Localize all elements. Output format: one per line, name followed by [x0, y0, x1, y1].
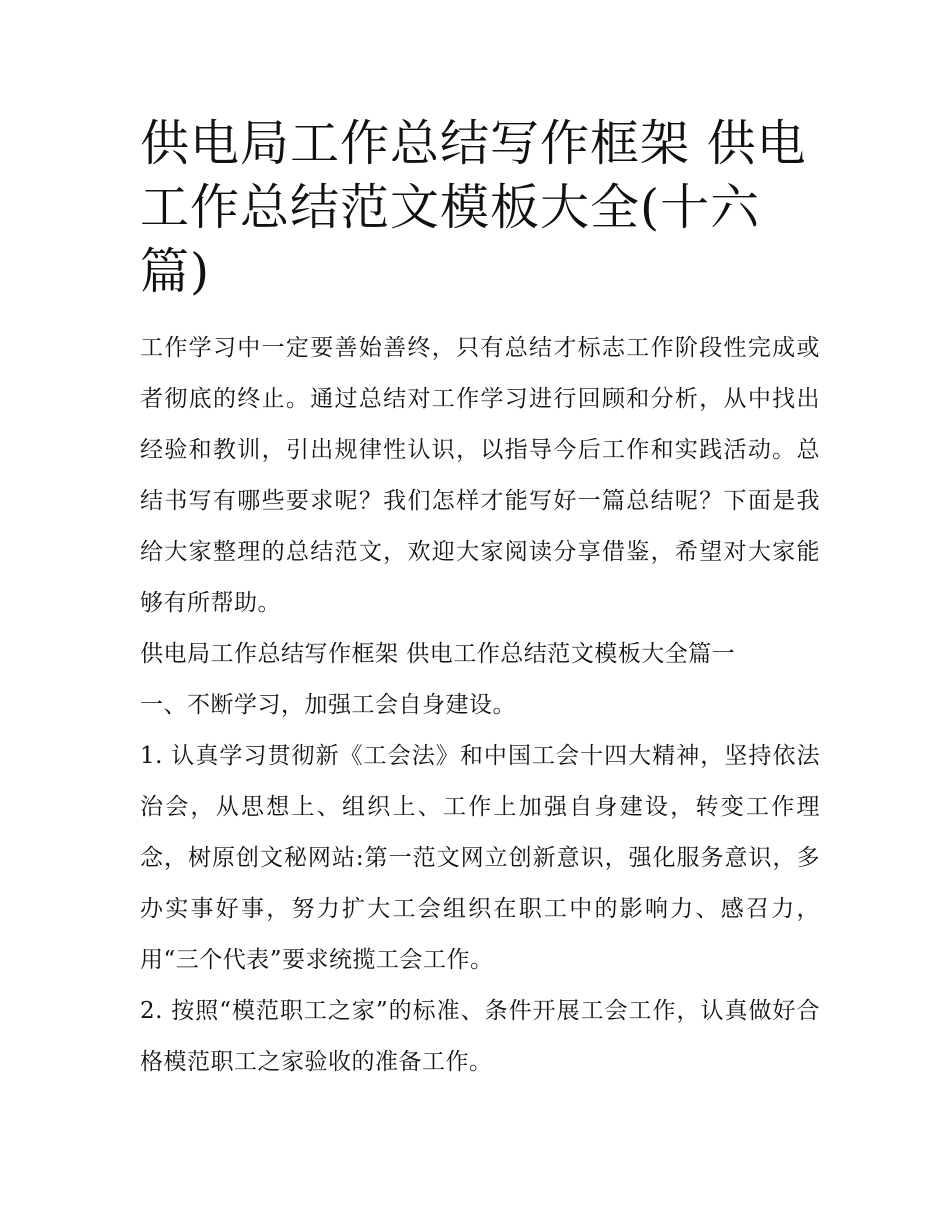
document-title: 供电局工作总结写作框架 供电工作总结范文模板大全(十六篇) [140, 115, 807, 300]
document-body [140, 323, 820, 1088]
list-item-1: 1. 认真学习贯彻新《工会法》和中国工会十四大精神，坚持依法治会，从思想上、组织上、工作上加强自身建设，转变工作理念，树原创文秘网站:第一范文网立创新意识，强化服务意识，多办实事好事，努力扩大工会组织在职工中的影响力、感召力，用“三个代表”要求统揽工会工作。 [140, 743, 820, 973]
document-page [140, 112, 820, 1088]
subheading: 一、不断学习，加强工会自身建设。 [140, 692, 516, 718]
section-heading: 供电局工作总结写作框架 供电工作总结范文模板大全篇一 [140, 641, 736, 667]
list-item-2: 2. 按照“模范职工之家”的标准、条件开展工会工作，认真做好合格模范职工之家验收的准备工作。 [140, 998, 820, 1075]
intro-paragraph: 工作学习中一定要善始善终，只有总结才标志工作阶段性完成或者彻底的终止。通过总结对工作学习进行回顾和分析，从中找出经验和教训，引出规律性认识，以指导今后工作和实践活动。总结书写有哪些要求呢？我们怎样才能写好一篇总结呢？下面是我给大家整理的总结范文，欢迎大家阅读分享借鉴，希望对大家能够有所帮助。 [140, 335, 820, 616]
